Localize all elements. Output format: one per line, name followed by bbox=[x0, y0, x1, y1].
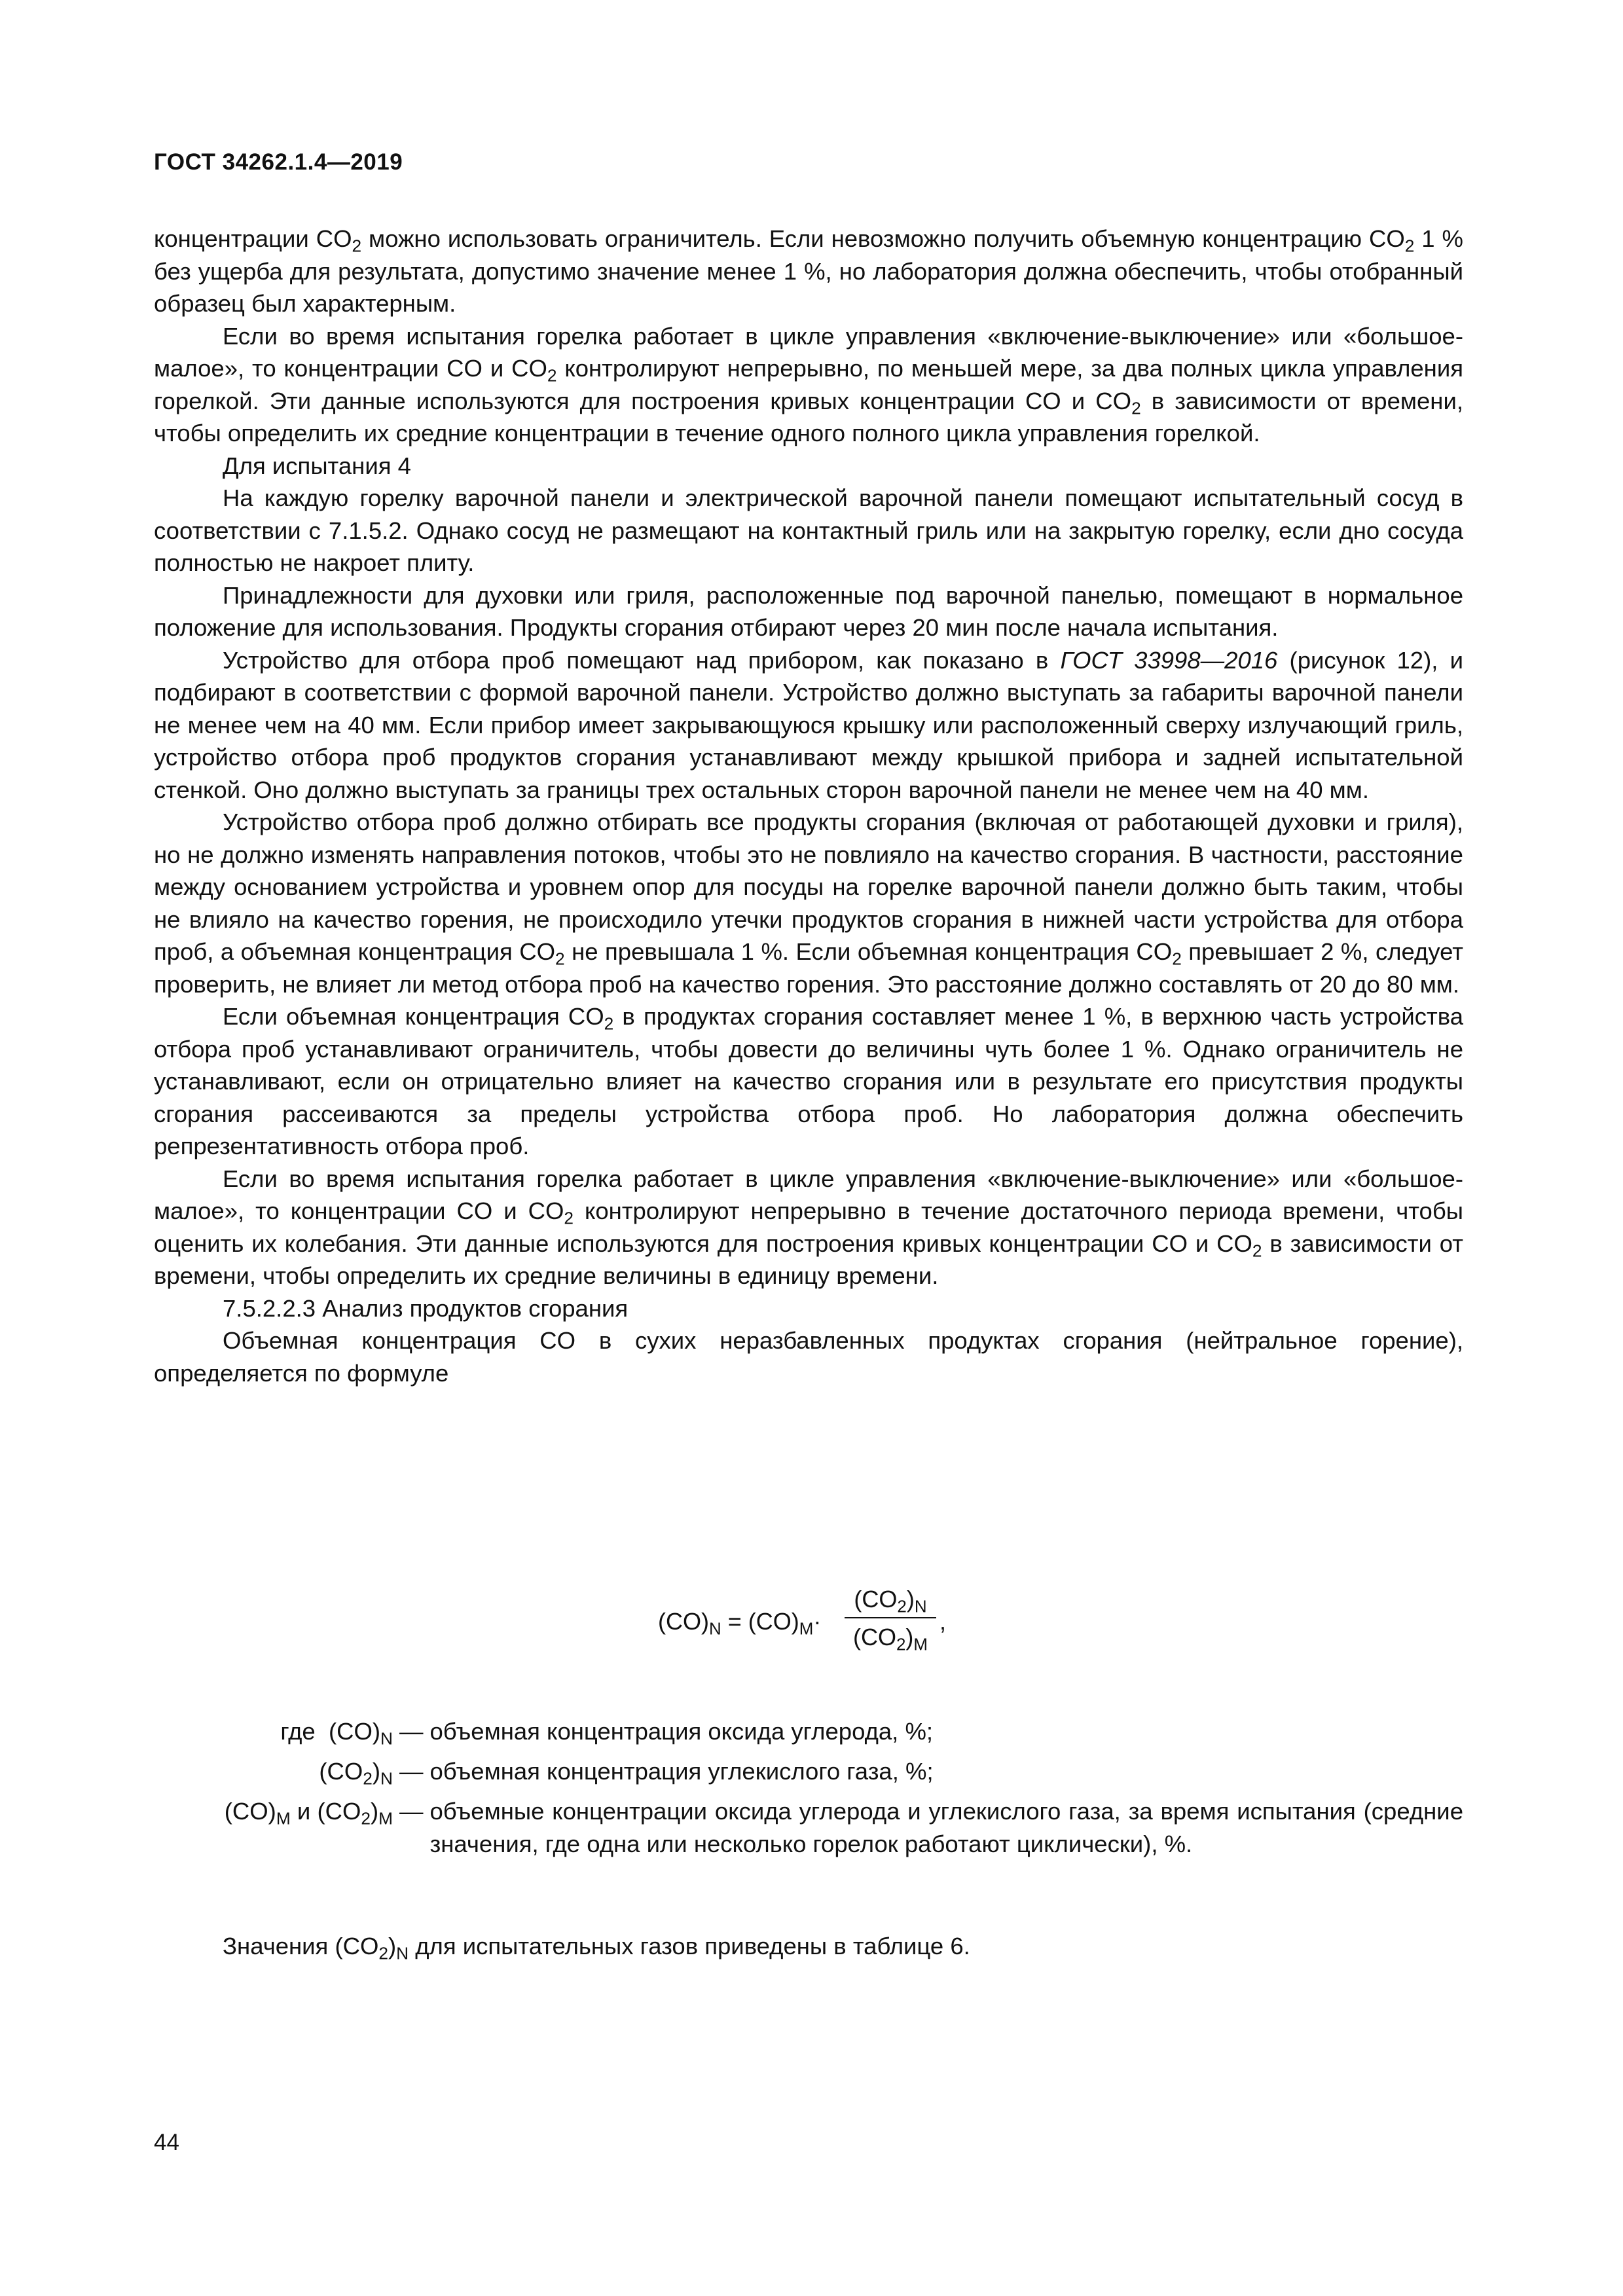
table-reference-note: Значения $(CO_2)_N$ для испытательных газов приведены в таблице 6. bbox=[223, 1933, 970, 1963]
page-number: 44 bbox=[154, 2130, 179, 2155]
variable-definitions bbox=[154, 1715, 1463, 1861]
formula-numerator: $(CO_2)_N$ bbox=[854, 1586, 927, 1616]
paragraph: На каждую горелку варочной панели и электрической варочной панели помещают испытательный сосуд в соответствии с 7.1.5.2. Однако сосуд не размещают на контактный гриль или на закрытую горелку, если дно сосуда полностью не накроет плиту. bbox=[154, 484, 1463, 576]
standard-reference: ГОСТ 33998—2016 bbox=[1060, 646, 1278, 674]
paragraph: Принадлежности для духовки или гриля, расположенные под варочной панелью, помещают в нормальное положение для использования. Продукты сгорания отбирают через 20 мин после начала испытания. bbox=[154, 581, 1463, 641]
definition-row: $(CO)_M$ и $(CO_2)_M$ — объемные концентрации оксида углерода и углекислого газа, за время испытания (средние значения, где одна или несколько горелок работают циклически), %. bbox=[224, 1798, 1463, 1857]
paragraph: Если во время испытания горелка работает в цикле управления «включение-выключение» или «большое-малое», то концентрации CO и $CO_2$ контролируют непрерывно в течение достаточного периода времени, чтобы оценить их колебания. Эти данные используются для построения кривых концентрации CO и $CO_2$ в зависимости от времени, чтобы определить их средние величины в единицу времени. bbox=[154, 1165, 1463, 1289]
definition-row: где $(CO)_N$ — объемная концентрация оксида углерода, %; bbox=[280, 1718, 934, 1749]
document-header: ГОСТ 34262.1.4—2019 bbox=[154, 149, 403, 175]
body-text bbox=[154, 223, 1463, 1389]
formula-fraction bbox=[845, 1584, 936, 1652]
definition-row: $(CO_2)_N$ — объемная концентрация углекислого газа, %; bbox=[319, 1758, 934, 1789]
formula-lhs: $(CO)_N = (CO)_M\cdot$ bbox=[658, 1608, 822, 1639]
section-heading: 7.5.2.2.3 Анализ продуктов сгорания bbox=[223, 1294, 629, 1322]
formula-denominator: $(CO_2)_M$ bbox=[852, 1624, 928, 1654]
paragraph: Устройство для отбора проб помещают над прибором, как показано в ГОСТ 33998—2016 (рисунок 12), и подбирают в соответствии с формой варочной панели. Устройство должно выступать за габариты варочной панели не менее чем на 40 мм. Если прибор имеет закрывающуюся крышку или расположенный сверху излучающий гриль, устройство отбора проб продуктов сгорания устанавливают между крышкой прибора и задней испытательной стенкой. Оно должно выступать за границы трех остальных сторон варочной панели не менее чем на 40 мм. bbox=[154, 646, 1463, 803]
paragraph: концентрации $CO_2$ можно использовать ограничитель. Если невозможно получить объемную концентрацию $CO_2$ 1 % без ущерба для результата, допустимо значение менее 1 %, но лаборатория должна обеспечить, чтобы отобранный образец был характерным. bbox=[154, 225, 1463, 317]
paragraph: Если объемная концентрация $CO_2$ в продуктах сгорания составляет менее 1 %, в верхнюю часть устройства отбора проб устанавливают ограничитель, чтобы довести до величины чуть более 1 %. Однако ограничитель не устанавливают, если он отрицательно влияет на качество сгорания или в результате его присутствия продукты сгорания рассеиваются за пределы устройства отбора проб. Но лаборатория должна обеспечить репрезентативность отбора проб. bbox=[154, 1003, 1463, 1159]
paragraph: Для испытания 4 bbox=[223, 452, 411, 479]
paragraph: Объемная концентрация CO в сухих неразбавленных продуктах сгорания (нейтральное горение), определяется по формуле bbox=[154, 1327, 1463, 1387]
co-formula: $(CO)_N = (CO)_M\cdot$ $(CO_2)_N$ $(CO_2)_M$ , bbox=[658, 1586, 947, 1654]
fraction-bar bbox=[845, 1617, 936, 1618]
paragraph: Устройство отбора проб должно отбирать все продукты сгорания (включая от работающей духовки и гриля), но не должно изменять направления потоков, чтобы это не повлияло на качество сгорания. В частности, расстояние между основанием устройства и уровнем опор для посуды на горелке варочной панели должно быть таким, чтобы не влияло на качество горения, не происходило утечки продуктов сгорания в нижней части устройства для отбора проб, а объемная концентрация $CO_2$ не превышала 1 %. Если объемная концентрация $CO_2$ превышает 2 %, следует проверить, не влияет ли метод отбора проб на качество горения. Это расстояние должно составлять от 20 до 80 мм. bbox=[154, 809, 1463, 998]
paragraph: Если во время испытания горелка работает в цикле управления «включение-выключение» или «большое-малое», то концентрации CO и $CO_2$ контролируют непрерывно, по меньшей мере, за два полных цикла управления горелкой. Эти данные используются для построения кривых концентрации CO и $CO_2$ в зависимости от времени, чтобы определить их средние концентрации в течение одного полного цикла управления горелкой. bbox=[154, 322, 1463, 446]
